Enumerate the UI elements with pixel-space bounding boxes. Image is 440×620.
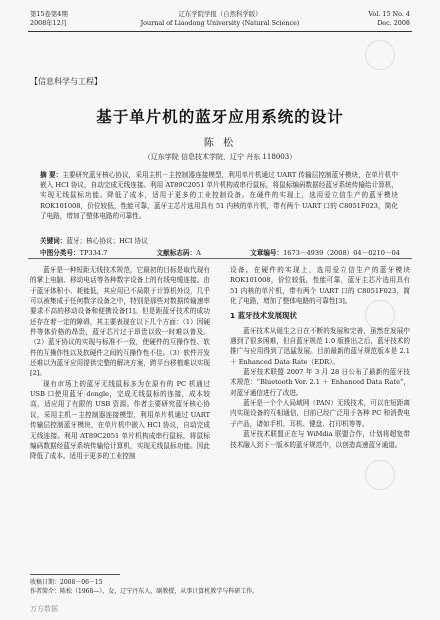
classification-line <box>40 247 400 257</box>
clc-label: 中图分类号： <box>40 249 80 257</box>
document-code <box>157 247 201 257</box>
abstract-text: 主要研究蓝牙核心协议，采用主机－主控制器连接模型，利用单片机通过 UART 传输层控制蓝牙模块，在单片机中嵌入 HCI 协议，自动完成无线连接。利用 AT89C2051 单片机构成串行鼠标，将鼠标编码数据经蓝牙系统传输给计算机，实现无线鼠标功能。降低了成本，适用于更多的工业控制设备。在硬件的实现上，选用爱立信生产的蓝牙模块 ROK101008，价位较低，性能可靠，蓝牙主芯片选用具有 51 内核的单片机，带有两个 UART 口的 C8051F023，简化了电路，增加了整体电路的可靠性。 <box>40 171 398 220</box>
body-paragraph: 蓝牙是一个个人局域网（PAN）无线技术，可以在短距离内实现设备的互相通信，目前已经广泛用于各种 PC 和消费电子产品，诸如手机、耳机、键盘、打印机等等。 <box>230 399 410 428</box>
header-journal-cn: 辽东学院学报（自然科学版） <box>178 10 262 18</box>
code-label: 文献标志码： <box>156 249 197 257</box>
body-column-left <box>30 265 210 462</box>
header-journal-en: Journal of Liaodong University (Natural Science) <box>140 19 300 27</box>
body-column-right <box>230 265 410 450</box>
clc-number <box>40 247 107 257</box>
keywords-text: 蓝牙；核心协议；HCI 协议 <box>66 237 148 245</box>
header-divider <box>28 31 412 32</box>
paper-author: 陈 松 <box>203 138 237 149</box>
header-date-en: Dec. 2008 <box>377 19 410 27</box>
received-date: 收稿日期：2008－06－15 <box>30 579 103 586</box>
header-vol-no: Vol. 15 No. 4 <box>368 10 410 18</box>
section-heading: 1 蓝牙技术发展现状 <box>230 311 297 321</box>
body-paragraph: 蓝牙技术从诞生之日在不断的发展和完善，虽然在发展中遇到了很多困难，但自蓝牙规范 1.0 版推出之后，蓝牙技术的推广与应用得到了迅猛发展。目前最新的蓝牙规范版本是 2.1 ＋ Enhanced Data Rate（EDR）。 <box>230 326 410 366</box>
body-paragraph: 现有市场上的蓝牙无线鼠标多为在原有的 PC 机通过 USB 口使用蓝牙 dongle，完成无线鼠标的连接，成本较高，适应用了有限的 USB 资源。作者主要研究蓝牙核心协议，采用主机－主控制器连接模型，利用单片机通过 UART 传输层控制蓝牙模块，在单片机中嵌入 HCI 协议，自动完成无线连接。利用 AT89C2051 单片机构成串行鼠标，将鼠标编码数据经蓝牙系统传输给计算机，实现无线鼠标功能。因此降低了成本，适用于更多的工业控制 <box>30 379 210 461</box>
watermark-stamp <box>365 460 395 490</box>
keywords-label: 关键词： <box>40 237 67 245</box>
body-paragraph: 蓝牙技术联盟正在与 WiMdia 联盟合作，计划将超宽带技术融入到下一版本的蓝牙规范中，以创造高速蓝牙通道。 <box>230 430 410 449</box>
header-date: 2008年12月 <box>30 19 68 27</box>
body-paragraph: 蓝牙技术联盟 2007 年 3 月 28 日公布了最新的蓝牙技术规范：“Bluetooth Ver. 2.1 ＋ Enhanced Data Rate”，对蓝牙通信进行了改进。 <box>230 368 410 397</box>
clc-value: TP334.7 <box>79 249 108 257</box>
id-label: 文章编号： <box>250 249 284 257</box>
id-value: 1673－4939（2008）04－0210－04 <box>283 249 400 257</box>
watermark-text: 万方数据 <box>30 605 58 613</box>
paper-title: 基于单片机的蓝牙应用系统的设计 <box>96 107 344 126</box>
footnote-divider <box>30 574 120 575</box>
keywords <box>40 235 148 245</box>
author-bio: 作者简介：陈松（1968—），女，辽宁丹东人，副教授，从事计算机教学与科研工作。 <box>30 588 259 595</box>
body-paragraph: 设备。在硬件的实现上，选用爱立信生产的蓝牙模块 ROK101008，价位较低，性能可靠，蓝牙主芯片选用具有 51 内核的单片机，带有两个 UART 口的 C8051F023，简化了电路，增加了整体电路的可靠性[3]。 <box>230 266 410 306</box>
section-label: 【信息科学与工程】 <box>30 77 102 86</box>
watermark-stamp <box>365 40 395 70</box>
abstract <box>40 170 398 221</box>
header-volume-issue: 第15卷第4期 <box>30 10 68 18</box>
body-paragraph: 蓝牙是一种短距无线技术规范，它最初的目标是取代现有的掌上电脑、移动电话等各种数字设备上的有线电缆连接。由于蓝牙体积小、耗能低，其应用已不局限于计算机外设，几乎可以被集成于任何数字设备之中，特别是那些对数据传输速率要求不高的移动设备和便携设备[1]。但是距蓝牙技术的成功还存在着一定的障碍，其主要表现在以下几个方面：（1）因硬件等体价格的昂贵，蓝牙芯片过于昂贵以致一时难以普及。（2）蓝牙协议的实现与标准不一致，使硬件的互操作性、软件的互操作性以及软硬件之间的互操作性不佳。（3）软件开发还难以为蓝牙应用提供完整的解决方案，跨平台移植难以实现[2]。 <box>30 266 210 378</box>
code-value: A <box>196 249 201 257</box>
abstract-label: 摘 要： <box>40 171 63 179</box>
article-id <box>250 247 400 257</box>
classification-divider <box>28 258 412 259</box>
footnote <box>30 578 258 596</box>
header-volume-en <box>368 10 410 28</box>
author-affiliation: （辽东学院 信息技术学院，辽宁 丹东 118003） <box>143 153 297 161</box>
